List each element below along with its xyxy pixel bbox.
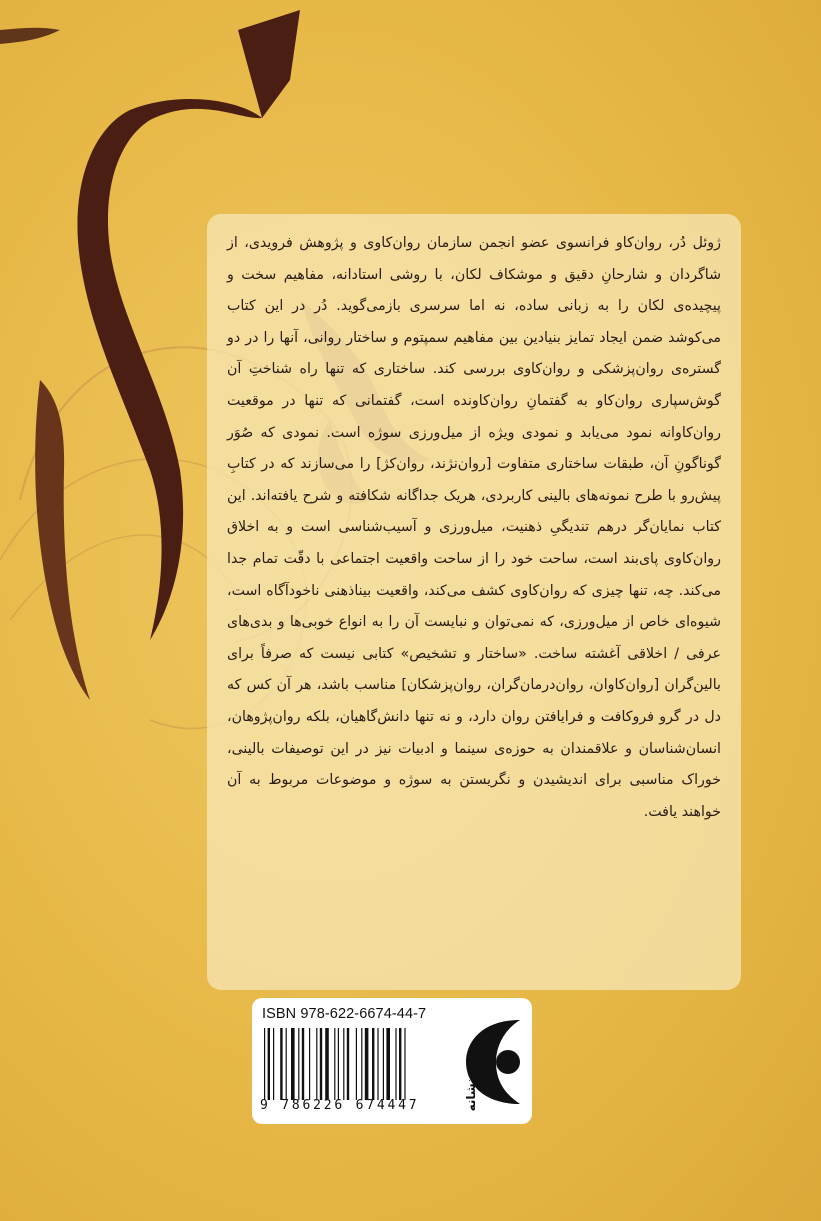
blurb-panel — [207, 214, 741, 990]
barcode-label — [252, 998, 532, 1124]
book-description: ژوئل دُر، روان‌کاو فرانسوی عضو انجمن سازمان روان‌کاوی و پژوهش فرویدی، از شاگردان و شارحانِ دقیق و موشکاف لکان، با روشی استادانه، مفاهیم سخت و پیچیده‌ی لکان را به زبانی ساده، نه اما سرسری بازمی‌گوید. دُر در این کتاب می‌کوشد ضمن ایجاد تمایز بنیادین بین مفاهیم سمپتوم و ساختار روانی، آنها را در دو گستره‌ی روان‌پزشکی و روان‌کاوی بررسی کند. ساختاری که تنها راه شناختِ آن گوش‌سپاری روان‌کاو به گفتمانِ روان‌کاونده است، گفتمانی که تنها در موقعیت روان‌کاوانه نمود می‌یابد و نمودی ویژه از میل‌ورزی سوژه است. نمودی که صُوَر گوناگونِ آن، طبقات ساختاری متفاوت [روان‌نژند، روان‌کژ] را می‌سازند که در کتابِ پیش‌رو با طرح نمونه‌های بالینی کاربردی، هریک جداگانه شکافته و شرح یافته‌اند. این کتاب نمایان‌گر درهم تندیگیِ ذهنیت، میل‌ورزی و آسیب‌شناسی است و به اخلاق روان‌کاوی پای‌بند است، ساحت خود را از ساحت واقعیت اجتماعی با دقّت تمام جدا می‌کند. چه، تنها چیزی که روان‌کاوی کشف می‌کند، واقعیت بیناذهنی ناخودآگاه است، شیوه‌ای خاص از میل‌ورزی، که نمی‌توان و نبایست آن را به انواع خوبی‌ها و بدی‌های عرفی / اخلاقی آغشته ساخت. «ساختار و تشخیص» کتابی نیست که صرفاً برای بالین‌گران [روان‌کاوان، روان‌درمان‌گران، روان‌پزشکان] مناسب باشد، هر آن کس که دل در گرو فروکافت و فرایافتن روان دارد، و نه تنها دانش‌گاهیان، بلکه روان‌پژوهان، انسان‌شناسان و علاقمندان به حوزه‌ی سینما و ادبیات نیز در این توصیفات بالینی، خوراک مناسبی برای اندیشیدن و نگریستن به سوژه و موضوعات مربوط به آن خواهند یافت. — [227, 235, 721, 820]
barcode-bars — [262, 1028, 456, 1100]
isbn-number: ISBN 978-622-6674-44-7 — [262, 1006, 427, 1022]
publisher-name: نشر نشانه — [464, 1050, 478, 1112]
barcode-digits: 9 786226 674447 — [260, 1098, 420, 1113]
